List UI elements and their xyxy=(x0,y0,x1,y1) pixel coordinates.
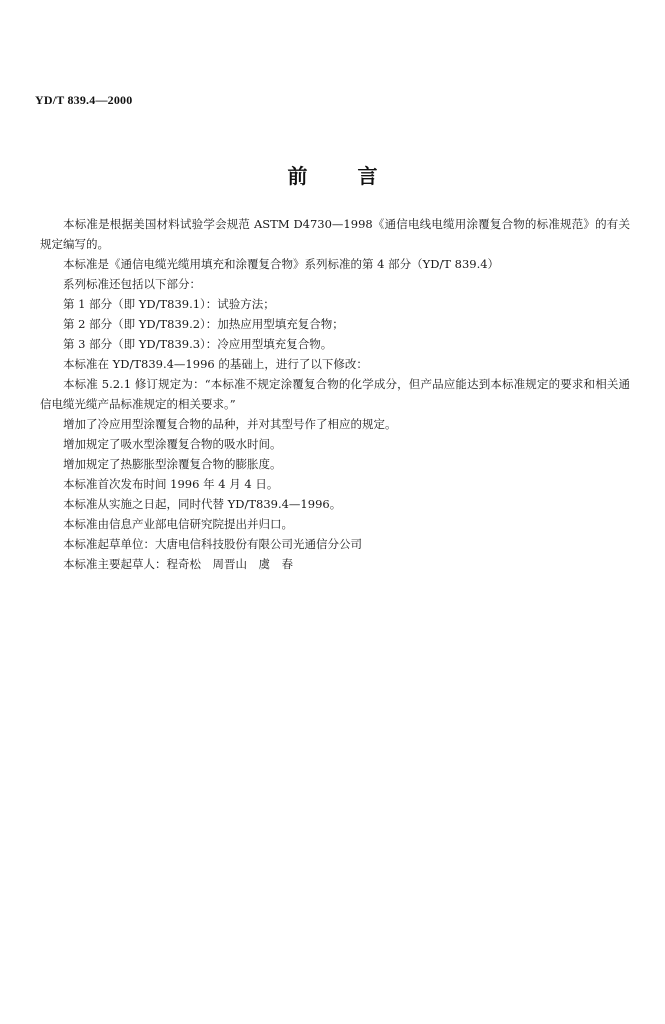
standard-code: YD/T 839.4—2000 xyxy=(35,93,133,107)
list-item-part-3: 第 3 部分（即 YD/T839.3）：冷应用型填充复合物。 xyxy=(63,337,333,351)
paragraph-basis: 本标准是根据美国材料试验学会规范 ASTM D4730—1998《通信电线电缆用涂覆复合物的标准规范》的有关规定编写的。 xyxy=(40,217,630,251)
list-item-change-1: 增加了冷应用型涂覆复合物的品种，并对其型号作了相应的规定。 xyxy=(63,417,397,431)
paragraph-clause-5-2-1: 本标准 5.2.1 修订规定为：“本标准不规定涂覆复合物的化学成分，但产品应能达到本标准规定的要求和相关通信电缆光缆产品标准规定的相关要求。” xyxy=(40,377,630,411)
list-item-change-3: 增加规定了热膨胀型涂覆复合物的膨胀度。 xyxy=(63,457,282,471)
paragraph-first-issue: 本标准首次发布时间 1996 年 4 月 4 日。 xyxy=(63,477,279,491)
paragraph-proposer: 本标准由信息产业部电信研究院提出并归口。 xyxy=(63,517,293,531)
list-item-change-2: 增加规定了吸水型涂覆复合物的吸水时间。 xyxy=(63,437,282,451)
paragraph-series: 本标准是《通信电缆光缆用填充和涂覆复合物》系列标准的第 4 部分（YD/T 839.4） xyxy=(63,257,500,271)
paragraph-modifications: 本标准在 YD/T839.4—1996 的基础上，进行了以下修改： xyxy=(63,357,368,371)
list-item-part-1: 第 1 部分（即 YD/T839.1）：试验方法； xyxy=(63,297,275,311)
page-title: 前言 xyxy=(287,164,428,188)
foreword-body xyxy=(40,214,630,574)
paragraph-replaces: 本标准从实施之日起，同时代替 YD/T839.4—1996。 xyxy=(63,497,342,511)
paragraph-series-parts: 系列标准还包括以下部分： xyxy=(63,277,201,291)
paragraph-drafters: 本标准主要起草人：程奇松 周晋山 虞 春 xyxy=(63,557,293,571)
list-item-part-2: 第 2 部分（即 YD/T839.2）：加热应用型填充复合物； xyxy=(63,317,344,331)
paragraph-drafting-unit: 本标准起草单位：大唐电信科技股份有限公司光通信分公司 xyxy=(63,537,362,551)
